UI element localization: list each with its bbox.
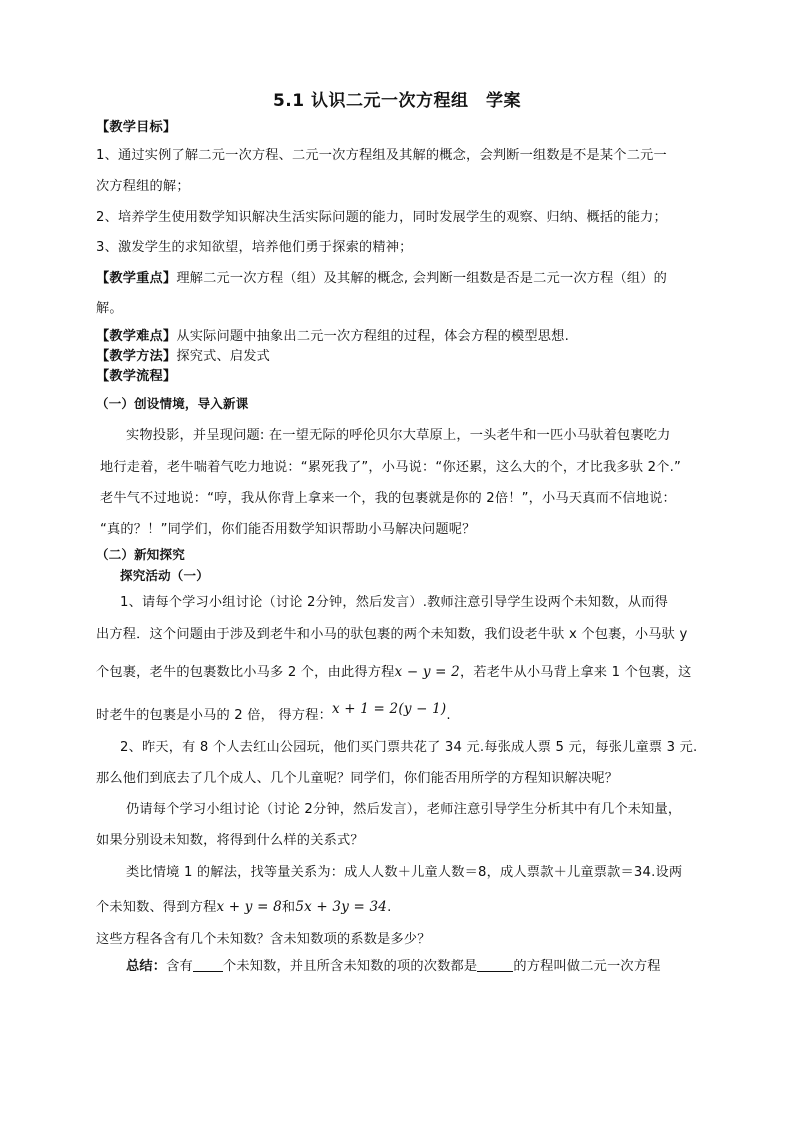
key-points-line-2: 解。: [96, 301, 123, 316]
key-points-line-1: [96, 269, 667, 289]
section-1-paragraph-line-3: 老牛气不过地说：“哼，我从你背上拿来一个，我的包裹就是你的 2倍！”，小马天真而不信地说：: [100, 491, 676, 506]
section-1-paragraph-line-2: 地行走着，老牛喘着气吃力地说：“累死我了”，小马说：“你还累，这么大的个，才比我多驮 2个.”: [100, 460, 681, 475]
equation-5x-plus-3y: 5x + 3y = 34: [295, 899, 388, 915]
summary-blank-1[interactable]: [193, 957, 223, 972]
question-2-paragraph-3-text-a: 个未知数、得到方程: [96, 900, 217, 915]
question-1-line-3-text-a: 个包裹，老牛的包裹数比小马多 2 个，由此得方程: [96, 665, 395, 680]
question-2-paragraph-2-line-2: 如果分别设未知数，将得到什么样的关系式？: [96, 833, 364, 848]
difficulty-text: 从实际问题中抽象出二元一次方程组的过程，体会方程的模型思想.: [176, 329, 569, 344]
section-2-heading: （二）新知探究: [96, 547, 185, 562]
question-1-line-3-text-b: ，若老牛从小马背上拿来 1 个包裹，这: [459, 665, 692, 680]
summary-label: 总结：: [126, 959, 167, 974]
objective-3: 3、激发学生的求知欲望，培养他们勇于探索的精神；: [96, 240, 413, 255]
section-1-paragraph-line-1: 实物投影，并呈现问题: 在一望无际的呼伦贝尔大草原上，一头老牛和一匹小马驮着包裹吃力: [126, 428, 671, 443]
question-2-paragraph-3-line-1: 类比情境 1 的解法，找等量关系为：成人人数＋儿童人数＝8，成人票款＋儿童票款＝34.设两: [126, 865, 683, 880]
difficulty-heading: 【教学难点】: [96, 329, 177, 344]
method-text: 探究式、启发式: [176, 349, 271, 364]
question-2-paragraph-3-text-c: .: [387, 900, 392, 915]
equation-x-minus-y: x − y = 2: [394, 664, 460, 680]
reflection-question: 这些方程各含有几个未知数？含未知数项的系数是多少？: [96, 932, 431, 947]
equation-x-plus-y: x + y = 8: [216, 899, 282, 915]
key-points-heading: 【教学重点】: [96, 271, 177, 286]
summary-text-c: 的方程叫做二元一次方程: [513, 959, 661, 974]
question-1-line-4-text-a: 时老牛的包裹是小马的 2 倍， 得方程：: [96, 708, 332, 723]
process-heading: 【教学流程】: [96, 369, 177, 384]
summary-text-a: 含有: [166, 959, 193, 974]
section-1-heading: （一）创设情境，导入新课: [96, 396, 249, 411]
question-1-line-2: 出方程．这个问题由于涉及到老牛和小马的驮包裹的两个未知数，我们设老牛驮 x 个包裹，小马驮 y: [96, 627, 688, 642]
key-points-text: 理解二元一次方程（组）及其解的概念, 会判断一组数是否是二元一次方程（组）的: [176, 271, 668, 286]
question-1-line-3: [96, 662, 692, 683]
question-1-line-4-text-b: .: [446, 708, 451, 723]
question-1-line-1: 1、请每个学习小组讨论（讨论 2分钟，然后发言）.教师注意引导学生设两个未知数，从而得: [120, 595, 669, 610]
summary-blank-2[interactable]: [477, 957, 513, 972]
summary-text-b: 个未知数，并且所含未知数的项的次数都是: [222, 959, 478, 974]
difficulty-line: [96, 327, 569, 347]
summary-line: [126, 957, 661, 977]
question-1-line-4: [96, 701, 451, 726]
method-heading: 【教学方法】: [96, 349, 177, 364]
equation-x-plus-1: x + 1 = 2(y − 1): [331, 701, 447, 717]
question-2-paragraph-3-line-2: [96, 897, 392, 918]
objective-1-line-1: 1、通过实例了解二元一次方程、二元一次方程组及其解的概念，会判断一组数是不是某个二元一: [96, 148, 667, 163]
objective-2: 2、培养学生使用数学知识解决生活实际问题的能力，同时发展学生的观察、归纳、概括的能力；: [96, 210, 667, 225]
question-2-paragraph-3-text-b: 和: [281, 900, 296, 915]
question-2-line-2: 那么他们到底去了几个成人、几个儿童呢？同学们，你们能否用所学的方程知识解决呢？: [96, 771, 619, 786]
page-title: 5.1 认识二元一次方程组 学案: [272, 91, 522, 111]
method-line: [96, 347, 270, 367]
question-2-line-1: 2、昨天，有 8 个人去红山公园玩，他们买门票共花了 34 元.每张成人票 5 元，每张儿童票 3 元.: [120, 740, 698, 755]
question-2-paragraph-2-line-1: 仍请每个学习小组讨论（讨论 2分钟，然后发言），老师注意引导学生分析其中有几个未知量，: [126, 802, 682, 817]
section-1-paragraph-line-4: “真的？！”同学们，你们能否用数学知识帮助小马解决问题呢？: [100, 522, 476, 537]
objective-1-line-2: 次方程组的解；: [96, 179, 190, 194]
objectives-heading: 【教学目标】: [96, 120, 177, 135]
activity-heading: 探究活动（一）: [120, 568, 209, 583]
